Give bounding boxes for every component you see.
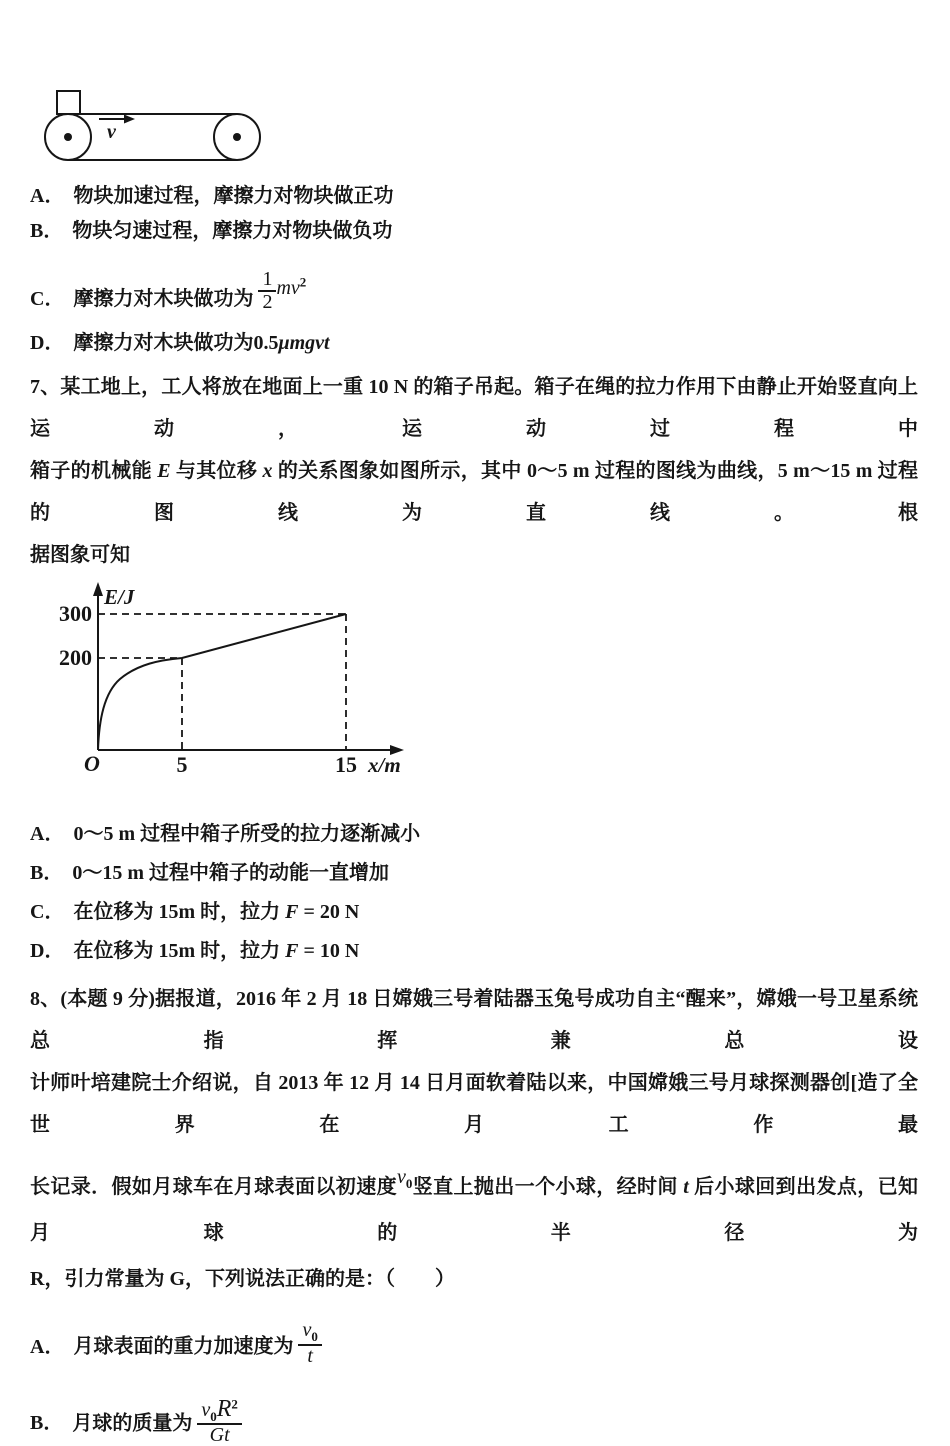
q6-options: [30, 184, 918, 355]
velocity-arrowhead-icon: [124, 115, 135, 124]
energy-displacement-graph: [54, 580, 414, 782]
q8-line-1: 8、(本题 9 分)据报道，2016 年 2 月 18 日嫦娥三号着陆器玉兔号成功自主“醒来”，嫦娥一号卫星系统总指挥兼总设: [30, 988, 918, 1052]
energy-curve: [98, 614, 346, 750]
option-letter: C．: [30, 288, 65, 310]
mu-mgvt-formula: μmgvt: [278, 332, 330, 354]
q6-option-b: [30, 219, 918, 243]
option-text: 在位移为 15m 时，拉力: [73, 901, 286, 923]
half-mv-squared-formula: [258, 268, 307, 313]
var-R: R: [216, 1395, 232, 1422]
option-text: 0〜5 m 过程中箱子所受的拉力逐渐减小: [73, 823, 421, 845]
option-text: = 20 N: [298, 901, 360, 923]
v0-over-t-fraction: $\frac{v_0}{t}$: [298, 1320, 321, 1367]
conveyor-belt-diagram: [44, 88, 269, 170]
option-letter: A．: [30, 1335, 65, 1358]
question-7-stem: [30, 366, 918, 576]
x-axis-label: x/m: [368, 753, 401, 777]
option-text: 0〜15 m 过程中箱子的动能一直增加: [72, 862, 390, 884]
origin-label: O: [84, 751, 100, 776]
q7-option-a: [30, 822, 918, 846]
q6-option-c: [30, 269, 918, 313]
option-text: 物块加速过程，摩擦力对物块做正功: [73, 185, 394, 207]
option-letter: A．: [30, 823, 65, 845]
q7-option-b: [30, 861, 918, 885]
q8-option-a: [30, 1320, 918, 1367]
option-letter: B．: [30, 220, 64, 242]
v0-formula: $v_0$: [396, 1166, 413, 1191]
option-text: 月球表面的重力加速度为: [73, 1335, 294, 1358]
xtick-15: 15: [335, 752, 357, 777]
var-t: t: [683, 1176, 689, 1198]
q7-line-2: 箱子的机械能 E 与其位移 x 的关系图象如图所示，其中 0〜5 m 过程的图线为曲线，5 m〜15 m 过程的图线为直线。根: [30, 460, 919, 524]
var-x: x: [262, 460, 273, 482]
option-text: 物块匀速过程，摩擦力对物块做负功: [72, 220, 393, 242]
option-text: 在位移为 15m 时，拉力: [73, 940, 286, 962]
block-on-belt: [57, 91, 80, 114]
right-axle-dot: [233, 133, 241, 141]
xtick-5: 5: [176, 752, 188, 777]
q6-option-a: [30, 184, 918, 208]
y-axis-arrowhead-icon: [93, 582, 103, 596]
velocity-label: v: [107, 121, 116, 143]
q7-option-c: [30, 900, 918, 924]
option-letter: B．: [30, 862, 64, 884]
energy-displacement-figure: [54, 580, 918, 788]
q6-option-d: [30, 331, 918, 355]
fraction: $\frac{1}{2}$: [258, 269, 276, 313]
y-axis-label: E/J: [104, 585, 135, 609]
q7-line-3: 据图象可知: [30, 544, 130, 566]
mv-squared: $mv^2$: [276, 274, 307, 299]
option-text: = 10 N: [298, 940, 360, 962]
v0R2-over-Gt-fraction: $\frac{v_0R^2}{Gt}$: [197, 1397, 242, 1446]
ytick-200: 200: [59, 645, 92, 670]
var-F: F: [285, 940, 299, 962]
q7-option-d: [30, 939, 918, 963]
q8-line-3: 长记录．假如月球车在月球表面以初速度$v_0$竖直上抛出一个小球，经时间 t 后小球回到出发点，已知月球的半径为: [30, 1166, 919, 1244]
q8-options: [30, 1320, 918, 1446]
option-letter: A．: [30, 185, 65, 207]
q8-line-4: R，引力常量为 G，下列说法正确的是：（ ）: [30, 1268, 455, 1290]
conveyor-belt-figure: [44, 88, 918, 170]
var-F: F: [285, 901, 299, 923]
option-letter: D．: [30, 940, 65, 962]
ytick-300: 300: [59, 601, 92, 626]
q7-options: [30, 822, 918, 963]
q7-line-1: 7、某工地上，工人将放在地面上一重 10 N 的箱子吊起。箱子在绳的拉力作用下由静止开始竖直向上运动，运动过程中: [30, 376, 918, 440]
option-letter: B．: [30, 1412, 64, 1435]
question-8-stem: [30, 978, 918, 1302]
option-letter: C．: [30, 901, 65, 923]
option-letter: D．: [30, 332, 65, 354]
left-axle-dot: [64, 133, 72, 141]
q8-line-2: 计师叶培建院士介绍说，自 2013 年 12 月 14 日月面软着陆以来，中国嫦娥三号月球探测器创[造了全世界在月工作最: [30, 1072, 918, 1136]
option-text: 月球的质量为: [72, 1412, 193, 1435]
option-text: 摩擦力对木块做功为: [73, 288, 254, 310]
var-E: E: [157, 460, 171, 482]
q8-option-b: [30, 1397, 918, 1446]
option-text: 摩擦力对木块做功为0.5: [73, 332, 279, 354]
